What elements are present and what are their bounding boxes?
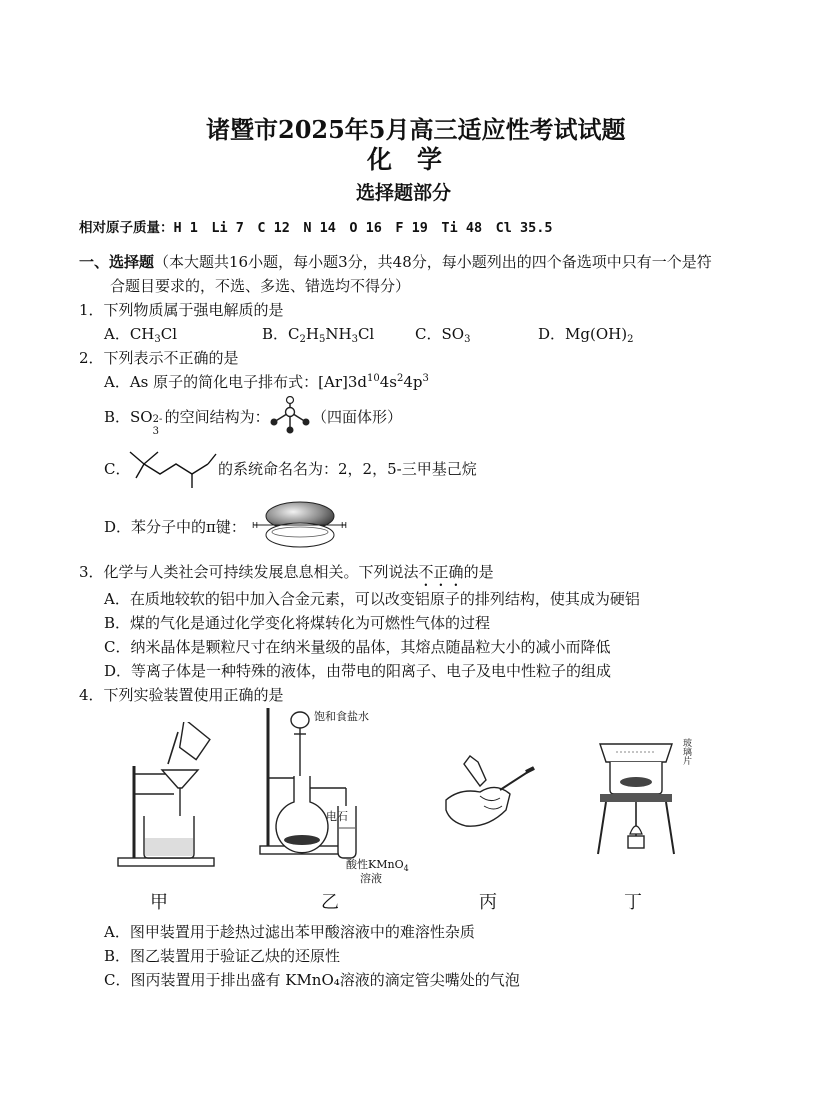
q2-a-sup2: 2 [396,373,404,384]
q3-stem-emphasis: 不正确 [418,563,464,581]
q3-stem [79,561,494,590]
q3-stem-prefix: 3．化学与人类社会可持续发展息息相关。下列说法 [79,563,419,581]
skeletal-formula-icon [126,444,218,492]
yi-label-brine: 饱和食盐水 [314,710,369,723]
q3-option-a: A．在质地较软的铝中加入合金元素，可以改变铝原子的排列结构，使其成为硬铝 [104,590,640,608]
q1-d-sub: 2 [627,334,634,345]
yi-label-carbide: 电石 [326,810,348,823]
q4-stem: 4．下列实验装置使用正确的是 [79,686,284,704]
q2-stem: 2．下列表示不正确的是 [79,349,239,367]
q1-a-sub: 3 [154,334,161,345]
q2-b-mid: 的空间结构为： [164,408,270,426]
so3-tetrahedral-model-icon [268,396,312,436]
q1-b-mid2: NH [325,325,352,343]
apparatus-ding-figure [594,738,678,862]
q3-stem-suffix: 的是 [463,563,494,581]
fig-label-ding: 丁 [624,892,642,913]
q4-option-c: C．图丙装置用于排出盛有 KMnO₄溶液的滴定管尖嘴处的气泡 [104,971,520,989]
q1-b-sub1: 2 [299,334,306,345]
fig-label-jia: 甲 [150,892,168,913]
q2-option-b [104,406,270,437]
q1-b-prefix: B．C [262,325,300,343]
q2-a-mid1: 4s [379,373,397,391]
q2-c-suffix: 的系统命名名为：2，2，5-三甲基己烷 [218,460,477,478]
section-heading-line [79,251,712,272]
q1-c-sub: 3 [464,334,471,345]
q1-d-prefix: D．Mg(OH) [538,325,628,343]
q1-a-suffix: Cl [160,325,178,343]
section-heading: 一、选择题 [79,253,155,271]
q2-d-prefix: D．苯分子中的π键： [104,518,246,536]
q1-b-mid1: H [305,325,319,343]
q1-stem: 1．下列物质属于强电解质的是 [79,301,284,319]
q3-option-b: B．煤的气化是通过化学变化将煤转化为可燃性气体的过程 [104,614,491,632]
q4-option-a: A．图甲装置用于趁热过滤出苯甲酸溶液中的难溶性杂质 [104,923,475,941]
atomic-mass-line: 相对原子质量：H 1 Li 7 C 12 N 14 O 16 F 19 Ti 48 Cl 35.5 [79,220,553,236]
q2-c-prefix: C． [104,460,131,478]
q1-b-sub3: 3 [351,334,358,345]
q2-b-suffix: （四面体形） [312,408,403,426]
q1-option-d [538,323,633,345]
yi-kmno4-prefix: 酸性KMnO [346,858,404,871]
benzene-pi-bond-icon [250,496,350,552]
q1-option-c [415,323,470,345]
q2-a-sup3: 3 [422,373,429,384]
section-desc-1: （本大题共16小题，每小题3分，共48分，每小题列出的四个备选项中只有一个是符 [154,253,712,271]
subject-title: 化 学 [367,145,443,174]
svg-text:H: H [252,521,259,530]
q2-a-prefix: A．As 原子的简化电子排布式：[Ar]3d [104,373,367,391]
q1-c-prefix: C．SO [415,325,465,343]
q2-a-sup1: 10 [367,373,380,384]
apparatus-jia-figure [112,722,222,870]
q2-b-sup: 2- [152,414,163,425]
q1-option-b [262,323,374,345]
ding-label-glass: 玻璃片 [681,738,691,765]
q2-b-sub: 3 [152,426,159,437]
fig-label-bing: 丙 [479,892,497,913]
q2-option-a [104,371,429,392]
q1-b-suffix: Cl [357,325,375,343]
fig-label-yi: 乙 [321,892,339,913]
q4-option-b: B．图乙装置用于验证乙炔的还原性 [104,947,341,965]
section-desc-2: 合题目要求的，不选、多选、错选均不得分） [110,277,411,295]
q3-option-d: D．等离子体是一种特殊的液体，由带电的阳离子、电子及电中性粒子的组成 [104,662,612,680]
q3-option-c: C．纳米晶体是颗粒尺寸在纳米量级的晶体，其熔点随晶粒大小的减小而降低 [104,638,611,656]
exam-title: 诸暨市2025年5月高三适应性考试试题 [206,115,626,144]
q1-a-prefix: A．CH [104,325,155,343]
q1-option-a [104,323,177,345]
q2-b-prefix: B．SO [104,408,153,426]
apparatus-yi-figure [254,706,390,860]
yi-kmno4-sub: 4 [403,864,409,873]
part-title: 选择题部分 [356,182,452,204]
q1-b-sub2: 5 [318,334,326,345]
apparatus-bing-figure [440,752,540,842]
svg-text:H: H [341,521,348,530]
q2-a-mid2: 4p [403,373,423,391]
yi-label-solution: 溶液 [360,872,382,885]
